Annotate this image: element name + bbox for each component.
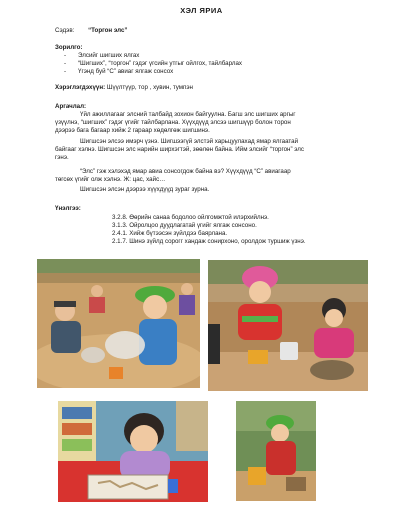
photo-girl-pink-hat [208,260,368,391]
goal-item: - “Шигших”, “торгон” гэдэг үгсийн утгыг ойлгох, тайлбарлах [78,60,242,68]
goal-item: - Элсийг шигших ялгах [78,52,139,60]
indicator-item: 2.4.1. Хийж бүтээсэн зүйлдээ баярлана. [112,230,228,237]
goal-item: - Үгэнд буй “С” авиаг ялгаж сонсох [78,68,173,76]
photo-child-green-hat [236,401,316,501]
topic-line [55,27,128,35]
materials-value: Шүүлтүүр, тор , хувин, тумпэн [106,84,193,91]
procedure-line: гэнэ. [55,154,69,161]
indicator-item: 3.2.8. Өөрийн санаа бодолоо ойлгомжтой илэрхийлнэ. [112,214,269,221]
indicators-heading: Үнэлгээ: [55,205,81,212]
procedure-line: дээрээ бага багаар хийж 2 гараар хөдөлгөж шигшинэ. [55,127,210,134]
procedure-line: Үйл ажиллагааг элсний талбайд зохион байгуулна. Багш элс шигших аргыг [80,111,296,118]
procedure-heading: Аргачлал: [55,103,87,110]
photo-1-graphic [37,259,200,388]
procedure-line: “Элс” гэж хэлэхэд ямар авиа сонсогдож байна вэ? Хүүхдүүд “С” авиагаар [80,168,291,175]
topic-value: “Торгон элс” [88,27,128,34]
materials-label: Хэрэглэгдэхүүн: [55,84,106,91]
photo-3-graphic [58,401,208,502]
procedure-line: байгааг хэлнэ. Шигшсэн элс нарийн ширхэгтэй, зөөлөн байна. Ийм элсийг “торгон” элс [55,146,304,153]
materials-line [55,84,193,92]
photo-4-graphic [236,401,316,501]
topic-label: Сэдэв: [55,27,75,34]
procedure-line: Шигшсэн элсэн дээрээ хүүхдүүд зураг зурна. [80,186,210,193]
photo-children-sifting-sand [37,259,200,388]
photo-2-graphic [208,260,368,391]
goals-heading: Зорилго: [55,44,83,51]
indicator-item: 3.1.3. Ойролцоо дуудлагатай үгийг ялгаж сонсоно. [112,222,257,229]
photo-child-drawing-in-sand [58,401,208,502]
procedure-line: Шигшсэн элсээ имэрч үзнэ. Шигшээгүй элстэй харьцуулахад ямар ялгаатай [80,138,299,145]
procedure-line: төгсөх үгийг олж хэлнэ. Ж: цас, хайс… [55,176,166,183]
procedure-line: үзүүлнэ, “шигших” гэдэг үгийг тайлбарлана. Хүүхдүүд элсээ шигшүүр болон торон [55,119,291,126]
page-title: ХЭЛ ЯРИА [180,6,223,15]
indicator-item: 2.1.7. Шинэ зүйлд сорогг хандаж сонирхоно, оролдож туршиж үзнэ. [112,238,306,245]
